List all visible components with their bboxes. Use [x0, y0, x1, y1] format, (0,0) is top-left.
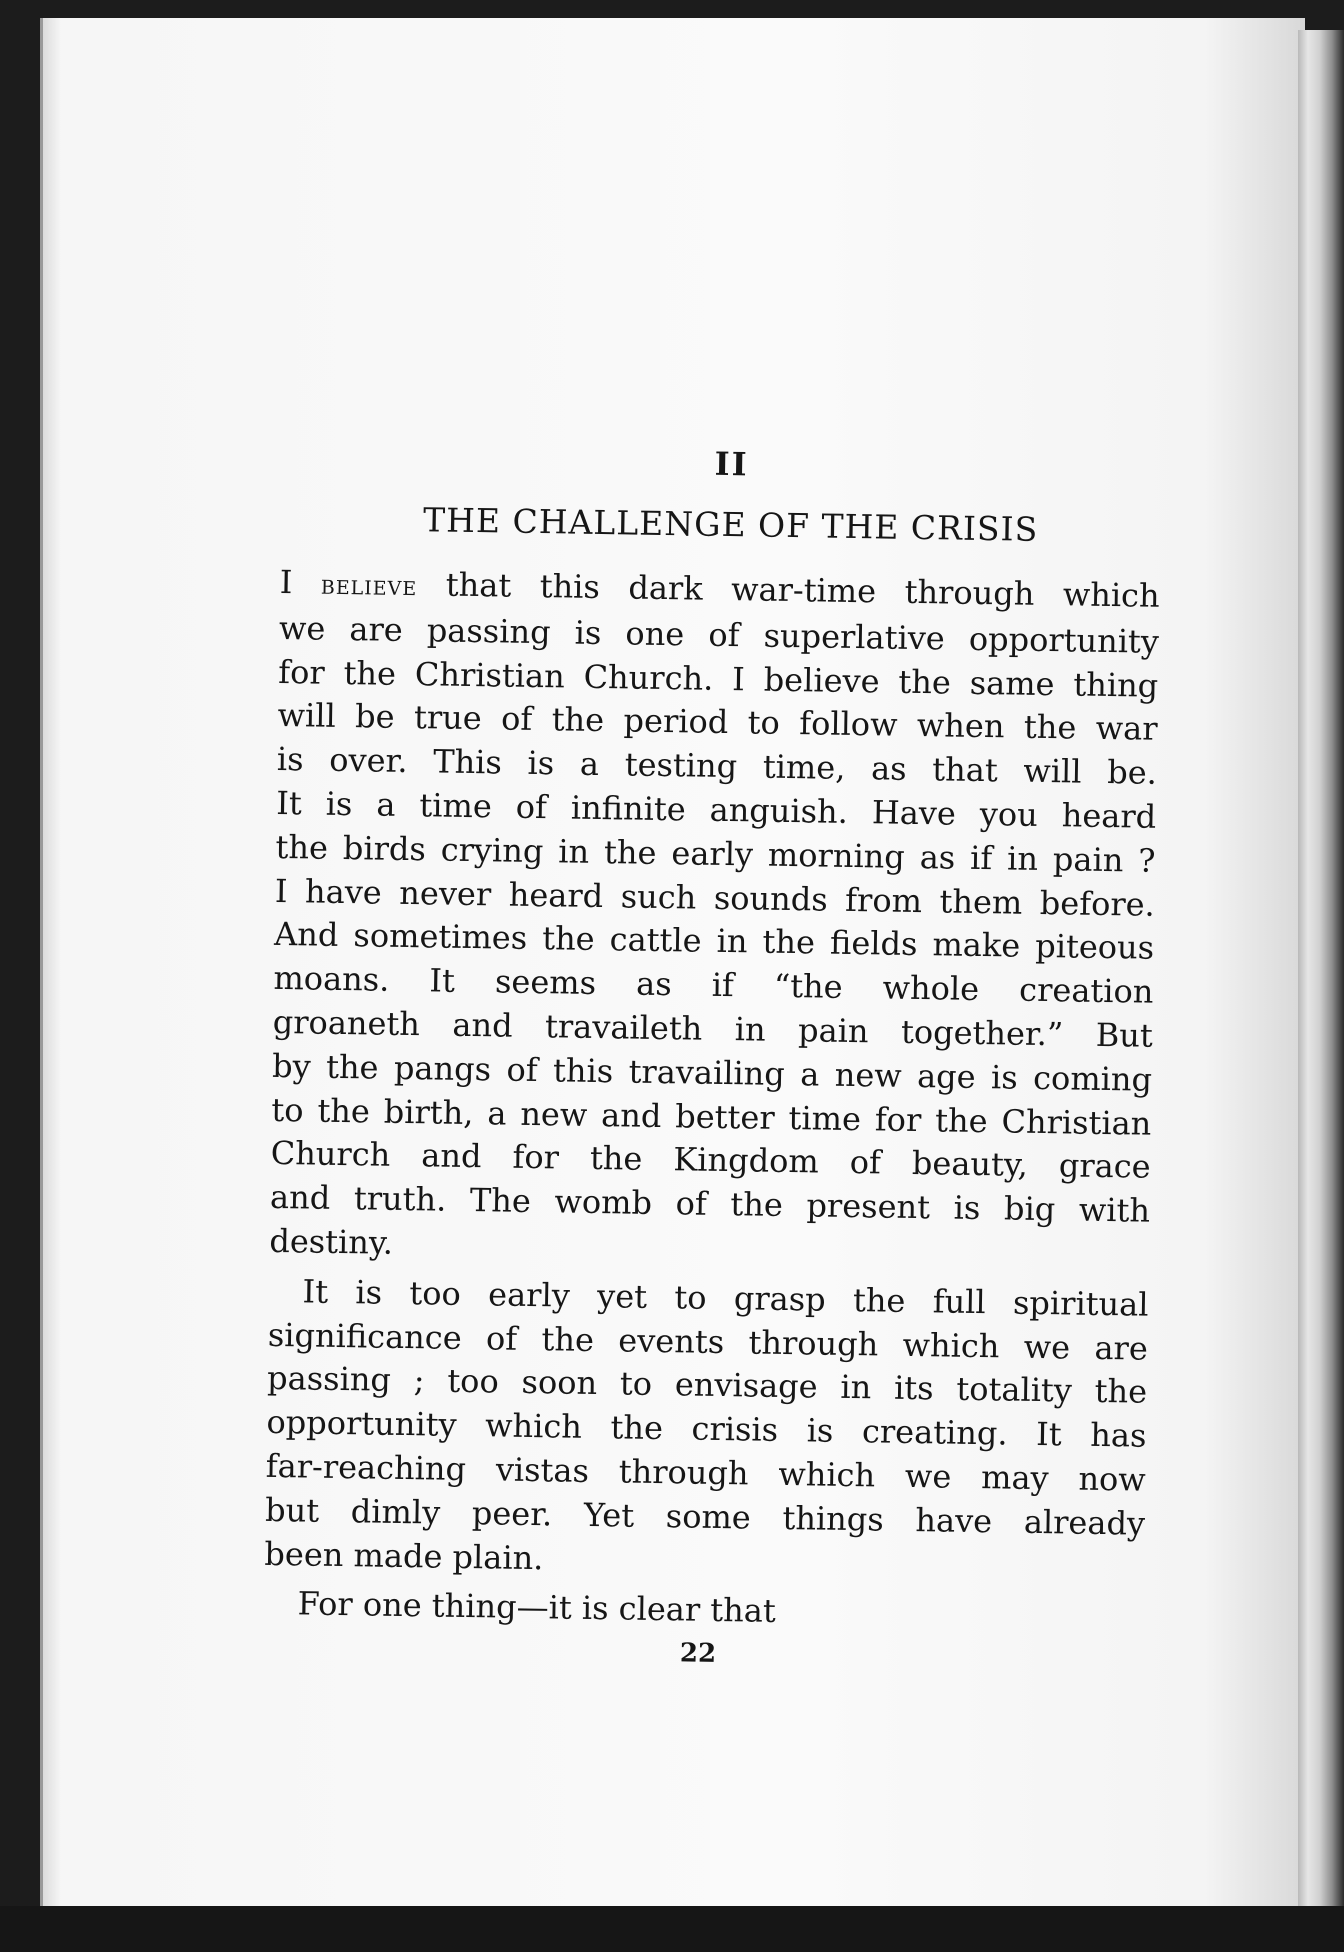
paragraph-1 [269, 561, 1160, 1277]
paragraph-line: opportunity which the crisis is creating. It has [266, 1403, 1147, 1455]
paragraph-line: It is too early yet to grasp the full spiritual [302, 1272, 1149, 1324]
paragraph-line: the birds crying in the early morning as if in pain ? [275, 827, 1156, 880]
paragraph-line: and truth. The womb of the present is big with [269, 1178, 1151, 1230]
chapter-title: THE CHALLENGE OF THE CRISIS [422, 500, 1039, 549]
paragraph-line: groaneth and travaileth in pain together.” But [272, 1002, 1154, 1055]
paragraph-line: It is a time of infinite anguish. Have you heard [275, 783, 1157, 836]
paragraph-line: Church and for the Kingdom of beauty, grace [270, 1134, 1151, 1187]
paragraph-smallcaps: believe [320, 568, 418, 603]
paragraph-line: And sometimes the cattle in the fields make piteous [273, 915, 1155, 968]
paragraph-line: is over. This is a testing time, as that will be. [276, 740, 1158, 792]
paragraph-lead: I [279, 562, 293, 602]
paragraph-line: For one thing—it is clear that [297, 1584, 777, 1631]
paragraph-line: I have never heard such sounds from them before. [274, 871, 1156, 924]
scan-border [0, 1906, 1344, 1952]
paragraph-line: I believe that this dark war-time through which [279, 562, 1160, 615]
text-block [263, 438, 1162, 1676]
page-number: 22 [679, 1638, 717, 1670]
chapter-number: II [714, 444, 749, 484]
paragraph-line: we are passing is one of superlative opportunity [278, 608, 1160, 661]
paragraph-line: passing ; too soon to envisage in its totality the [266, 1359, 1148, 1412]
paragraph-line: far-reaching vistas through which we may now [265, 1446, 1147, 1499]
paragraph-2 [264, 1270, 1149, 1590]
paragraph-line: been made plain. [264, 1534, 544, 1577]
paragraph-line: but dimly peer. Yet some things have already [264, 1490, 1146, 1543]
paragraph-line: to the birth, a new and better time for the Christian [271, 1090, 1152, 1143]
paragraph-line: by the pangs of this travailing a new age is coming [271, 1046, 1153, 1099]
paragraph-line: destiny. [269, 1221, 394, 1262]
paragraph-line: significance of the events through which we are [267, 1315, 1149, 1368]
paragraph-line: moans. It seems as if “the whole creation [273, 959, 1154, 1011]
book-edge [1298, 30, 1344, 1952]
paragraph-line: will be true of the period to follow when the war [277, 696, 1158, 749]
paragraph-line: for the Christian Church. I believe the same thing [278, 652, 1159, 705]
